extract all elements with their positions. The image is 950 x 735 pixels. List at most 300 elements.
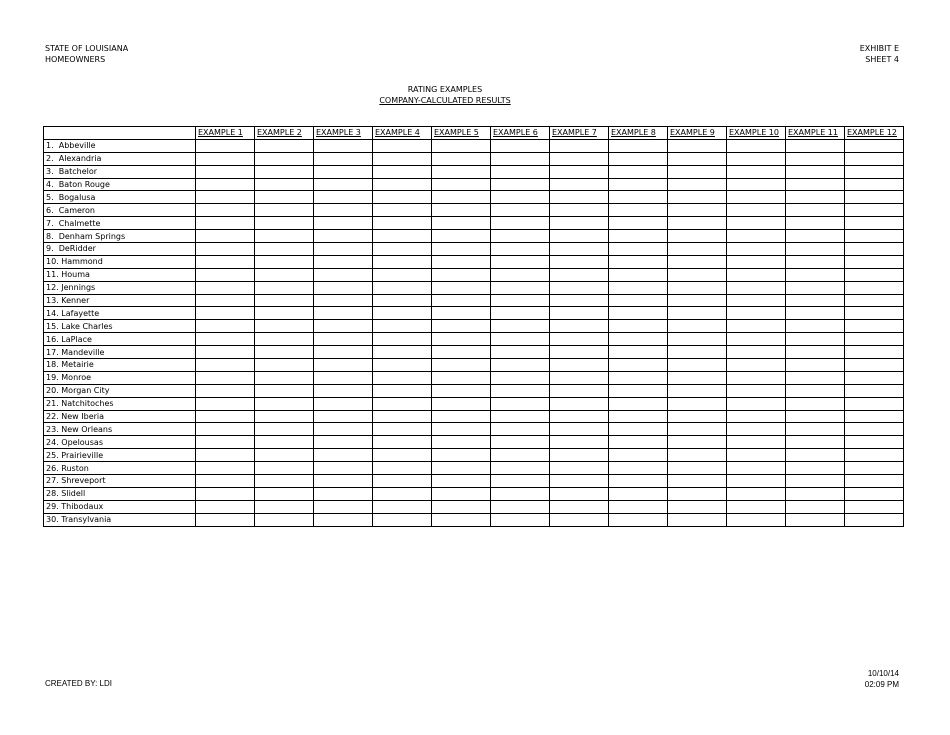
result-cell (314, 165, 373, 178)
result-cell (550, 178, 609, 191)
table-row (44, 165, 904, 178)
result-cell (609, 217, 668, 230)
result-cell (845, 346, 904, 359)
result-cell (550, 243, 609, 256)
city-name-cell: 19. Monroe (44, 371, 196, 384)
result-cell (609, 139, 668, 152)
result-cell (373, 307, 432, 320)
result-cell (786, 243, 845, 256)
result-cell (727, 371, 786, 384)
result-cell (668, 178, 727, 191)
result-cell (432, 307, 491, 320)
result-cell (432, 346, 491, 359)
result-cell (727, 500, 786, 513)
result-cell (255, 204, 314, 217)
result-cell (255, 410, 314, 423)
result-cell (786, 217, 845, 230)
result-cell (550, 410, 609, 423)
result-cell (432, 243, 491, 256)
result-cell (432, 294, 491, 307)
result-cell (491, 475, 550, 488)
result-cell (727, 436, 786, 449)
result-cell (727, 281, 786, 294)
result-cell (727, 139, 786, 152)
result-cell (255, 436, 314, 449)
result-cell (373, 139, 432, 152)
result-cell (786, 371, 845, 384)
result-cell (196, 475, 255, 488)
result-cell (432, 320, 491, 333)
result-cell (727, 487, 786, 500)
exhibit-label: EXHIBIT E (859, 44, 899, 53)
result-cell (255, 513, 314, 526)
result-cell (491, 449, 550, 462)
result-cell (255, 500, 314, 513)
result-cell (196, 333, 255, 346)
result-cell (845, 359, 904, 372)
result-cell (550, 449, 609, 462)
result-cell (314, 281, 373, 294)
created-by-label: CREATED BY: LDI (45, 679, 112, 688)
result-cell (491, 384, 550, 397)
result-cell (845, 384, 904, 397)
result-cell (196, 307, 255, 320)
result-cell (491, 139, 550, 152)
result-cell (314, 359, 373, 372)
result-cell (255, 475, 314, 488)
result-cell (786, 346, 845, 359)
result-cell (727, 191, 786, 204)
result-cell (196, 423, 255, 436)
result-cell (196, 487, 255, 500)
result-cell (845, 178, 904, 191)
table-row (44, 462, 904, 475)
result-cell (314, 255, 373, 268)
result-cell (845, 410, 904, 423)
result-cell (314, 423, 373, 436)
result-cell (727, 513, 786, 526)
result-cell (845, 230, 904, 243)
city-name-cell: 24. Opelousas (44, 436, 196, 449)
result-cell (432, 359, 491, 372)
result-cell (314, 436, 373, 449)
result-cell (314, 191, 373, 204)
result-cell (314, 217, 373, 230)
table-row (44, 307, 904, 320)
result-cell (786, 384, 845, 397)
result-cell (255, 462, 314, 475)
result-cell (255, 397, 314, 410)
result-cell (727, 423, 786, 436)
result-cell (491, 423, 550, 436)
result-cell (786, 255, 845, 268)
result-cell (491, 397, 550, 410)
result-cell (845, 487, 904, 500)
result-cell (845, 397, 904, 410)
city-name-cell: 9. DeRidder (44, 243, 196, 256)
result-cell (786, 204, 845, 217)
result-cell (255, 449, 314, 462)
result-cell (491, 320, 550, 333)
city-name-cell: 26. Ruston (44, 462, 196, 475)
result-cell (609, 204, 668, 217)
result-cell (491, 204, 550, 217)
table-row (44, 204, 904, 217)
city-name-cell: 28. Slidell (44, 487, 196, 500)
result-cell (196, 359, 255, 372)
result-cell (432, 423, 491, 436)
result-cell (609, 423, 668, 436)
result-cell (550, 191, 609, 204)
result-cell (609, 500, 668, 513)
result-cell (727, 294, 786, 307)
result-cell (786, 449, 845, 462)
result-cell (373, 449, 432, 462)
result-cell (845, 152, 904, 165)
result-cell (609, 397, 668, 410)
city-name-cell: 20. Morgan City (44, 384, 196, 397)
result-cell (255, 333, 314, 346)
result-cell (550, 475, 609, 488)
result-cell (668, 294, 727, 307)
table-row (44, 513, 904, 526)
result-cell (550, 384, 609, 397)
result-cell (255, 191, 314, 204)
result-cell (373, 217, 432, 230)
result-cell (727, 475, 786, 488)
table-row (44, 268, 904, 281)
result-cell (609, 268, 668, 281)
result-cell (373, 475, 432, 488)
result-cell (196, 165, 255, 178)
result-cell (432, 487, 491, 500)
city-name-cell: 21. Natchitoches (44, 397, 196, 410)
result-cell (491, 307, 550, 320)
result-cell (373, 423, 432, 436)
sheet-label: SHEET 4 (865, 55, 899, 64)
result-cell (196, 449, 255, 462)
result-cell (727, 307, 786, 320)
result-cell (314, 410, 373, 423)
city-name-cell: 12. Jennings (44, 281, 196, 294)
result-cell (255, 230, 314, 243)
table-row (44, 230, 904, 243)
city-name-cell: 3. Batchelor (44, 165, 196, 178)
result-cell (373, 500, 432, 513)
result-cell (255, 243, 314, 256)
result-cell (668, 217, 727, 230)
result-cell (786, 500, 845, 513)
result-cell (196, 294, 255, 307)
table-row (44, 359, 904, 372)
table-row (44, 243, 904, 256)
result-cell (668, 410, 727, 423)
result-cell (550, 513, 609, 526)
result-cell (373, 462, 432, 475)
column-header-example-7: EXAMPLE 7 (550, 127, 609, 140)
result-cell (432, 475, 491, 488)
header-right (860, 43, 899, 65)
result-cell (727, 410, 786, 423)
result-cell (845, 294, 904, 307)
result-cell (314, 204, 373, 217)
result-cell (786, 462, 845, 475)
result-cell (432, 513, 491, 526)
result-cell (314, 449, 373, 462)
result-cell (196, 410, 255, 423)
result-cell (609, 178, 668, 191)
result-cell (373, 359, 432, 372)
result-cell (491, 436, 550, 449)
result-cell (314, 333, 373, 346)
table-row (44, 384, 904, 397)
result-cell (373, 152, 432, 165)
result-cell (255, 346, 314, 359)
result-cell (786, 230, 845, 243)
result-cell (550, 307, 609, 320)
result-cell (786, 397, 845, 410)
result-cell (668, 139, 727, 152)
result-cell (550, 152, 609, 165)
result-cell (786, 139, 845, 152)
result-cell (314, 397, 373, 410)
result-cell (727, 152, 786, 165)
rating-examples-table (43, 126, 904, 527)
footer-date: 10/10/14 (867, 669, 899, 678)
result-cell (491, 165, 550, 178)
result-cell (373, 165, 432, 178)
result-cell (373, 178, 432, 191)
result-cell (255, 320, 314, 333)
result-cell (491, 152, 550, 165)
city-name-cell: 8. Denham Springs (44, 230, 196, 243)
result-cell (609, 513, 668, 526)
table-corner-cell (44, 127, 196, 140)
result-cell (432, 165, 491, 178)
header-left (45, 43, 128, 65)
result-cell (373, 346, 432, 359)
table-row (44, 423, 904, 436)
city-name-cell: 27. Shreveport (44, 475, 196, 488)
result-cell (609, 255, 668, 268)
result-cell (550, 255, 609, 268)
result-cell (786, 436, 845, 449)
result-cell (668, 307, 727, 320)
result-cell (668, 243, 727, 256)
result-cell (668, 268, 727, 281)
result-cell (255, 268, 314, 281)
result-cell (786, 513, 845, 526)
result-cell (550, 165, 609, 178)
result-cell (491, 410, 550, 423)
result-cell (196, 191, 255, 204)
result-cell (196, 320, 255, 333)
result-cell (845, 243, 904, 256)
result-cell (491, 217, 550, 230)
result-cell (196, 397, 255, 410)
result-cell (373, 436, 432, 449)
city-name-cell: 17. Mandeville (44, 346, 196, 359)
result-cell (373, 191, 432, 204)
result-cell (432, 204, 491, 217)
result-cell (373, 243, 432, 256)
result-cell (786, 410, 845, 423)
result-cell (550, 487, 609, 500)
result-cell (196, 371, 255, 384)
city-name-cell: 14. Lafayette (44, 307, 196, 320)
result-cell (845, 217, 904, 230)
result-cell (255, 294, 314, 307)
result-cell (550, 423, 609, 436)
result-cell (727, 449, 786, 462)
result-cell (550, 230, 609, 243)
result-cell (668, 513, 727, 526)
table-row (44, 178, 904, 191)
result-cell (786, 475, 845, 488)
city-name-cell: 15. Lake Charles (44, 320, 196, 333)
result-cell (314, 178, 373, 191)
result-cell (373, 410, 432, 423)
result-cell (196, 436, 255, 449)
result-cell (845, 307, 904, 320)
result-cell (491, 500, 550, 513)
table-row (44, 333, 904, 346)
column-header-example-2: EXAMPLE 2 (255, 127, 314, 140)
result-cell (727, 204, 786, 217)
result-cell (727, 397, 786, 410)
result-cell (432, 217, 491, 230)
result-cell (668, 230, 727, 243)
result-cell (196, 152, 255, 165)
result-cell (196, 204, 255, 217)
result-cell (196, 243, 255, 256)
result-cell (609, 462, 668, 475)
result-cell (668, 462, 727, 475)
result-cell (255, 371, 314, 384)
result-cell (314, 139, 373, 152)
city-name-cell: 25. Prairieville (44, 449, 196, 462)
column-header-example-6: EXAMPLE 6 (491, 127, 550, 140)
result-cell (845, 320, 904, 333)
result-cell (668, 500, 727, 513)
result-cell (491, 359, 550, 372)
city-name-cell: 22. New Iberia (44, 410, 196, 423)
result-cell (255, 165, 314, 178)
result-cell (845, 462, 904, 475)
table-row (44, 255, 904, 268)
table-row (44, 436, 904, 449)
result-cell (373, 333, 432, 346)
result-cell (786, 423, 845, 436)
result-cell (845, 165, 904, 178)
result-cell (668, 384, 727, 397)
result-cell (491, 333, 550, 346)
city-name-cell: 4. Baton Rouge (44, 178, 196, 191)
result-cell (491, 462, 550, 475)
result-cell (550, 139, 609, 152)
result-cell (432, 191, 491, 204)
column-header-example-9: EXAMPLE 9 (668, 127, 727, 140)
result-cell (550, 217, 609, 230)
result-cell (845, 423, 904, 436)
result-cell (609, 294, 668, 307)
table-row (44, 475, 904, 488)
result-cell (491, 230, 550, 243)
result-cell (786, 152, 845, 165)
column-header-example-1: EXAMPLE 1 (196, 127, 255, 140)
result-cell (196, 462, 255, 475)
result-cell (373, 268, 432, 281)
result-cell (609, 359, 668, 372)
result-cell (314, 307, 373, 320)
result-cell (491, 178, 550, 191)
result-cell (668, 165, 727, 178)
city-name-cell: 23. New Orleans (44, 423, 196, 436)
result-cell (786, 165, 845, 178)
result-cell (550, 281, 609, 294)
result-cell (609, 165, 668, 178)
result-cell (196, 230, 255, 243)
result-cell (609, 371, 668, 384)
result-cell (727, 333, 786, 346)
result-cell (432, 462, 491, 475)
table-row (44, 371, 904, 384)
result-cell (727, 268, 786, 281)
result-cell (491, 346, 550, 359)
result-cell (668, 449, 727, 462)
result-cell (255, 423, 314, 436)
result-cell (255, 255, 314, 268)
result-cell (255, 139, 314, 152)
result-cell (668, 436, 727, 449)
result-cell (668, 397, 727, 410)
city-name-cell: 6. Cameron (44, 204, 196, 217)
result-cell (845, 513, 904, 526)
result-cell (491, 294, 550, 307)
result-cell (432, 152, 491, 165)
result-cell (314, 346, 373, 359)
result-cell (550, 371, 609, 384)
page-title: RATING EXAMPLES (407, 85, 483, 94)
result-cell (550, 204, 609, 217)
result-cell (609, 475, 668, 488)
result-cell (255, 178, 314, 191)
result-cell (786, 487, 845, 500)
table-row (44, 487, 904, 500)
column-header-example-8: EXAMPLE 8 (609, 127, 668, 140)
result-cell (373, 230, 432, 243)
result-cell (432, 371, 491, 384)
result-cell (845, 449, 904, 462)
result-cell (668, 475, 727, 488)
result-cell (432, 139, 491, 152)
column-header-example-3: EXAMPLE 3 (314, 127, 373, 140)
result-cell (845, 500, 904, 513)
city-name-cell: 5. Bogalusa (44, 191, 196, 204)
result-cell (609, 487, 668, 500)
result-cell (786, 294, 845, 307)
result-cell (373, 513, 432, 526)
column-header-example-12: EXAMPLE 12 (845, 127, 904, 140)
result-cell (491, 268, 550, 281)
result-cell (314, 487, 373, 500)
table-row (44, 139, 904, 152)
result-cell (727, 217, 786, 230)
result-cell (196, 255, 255, 268)
result-cell (845, 371, 904, 384)
result-cell (845, 268, 904, 281)
result-cell (727, 384, 786, 397)
